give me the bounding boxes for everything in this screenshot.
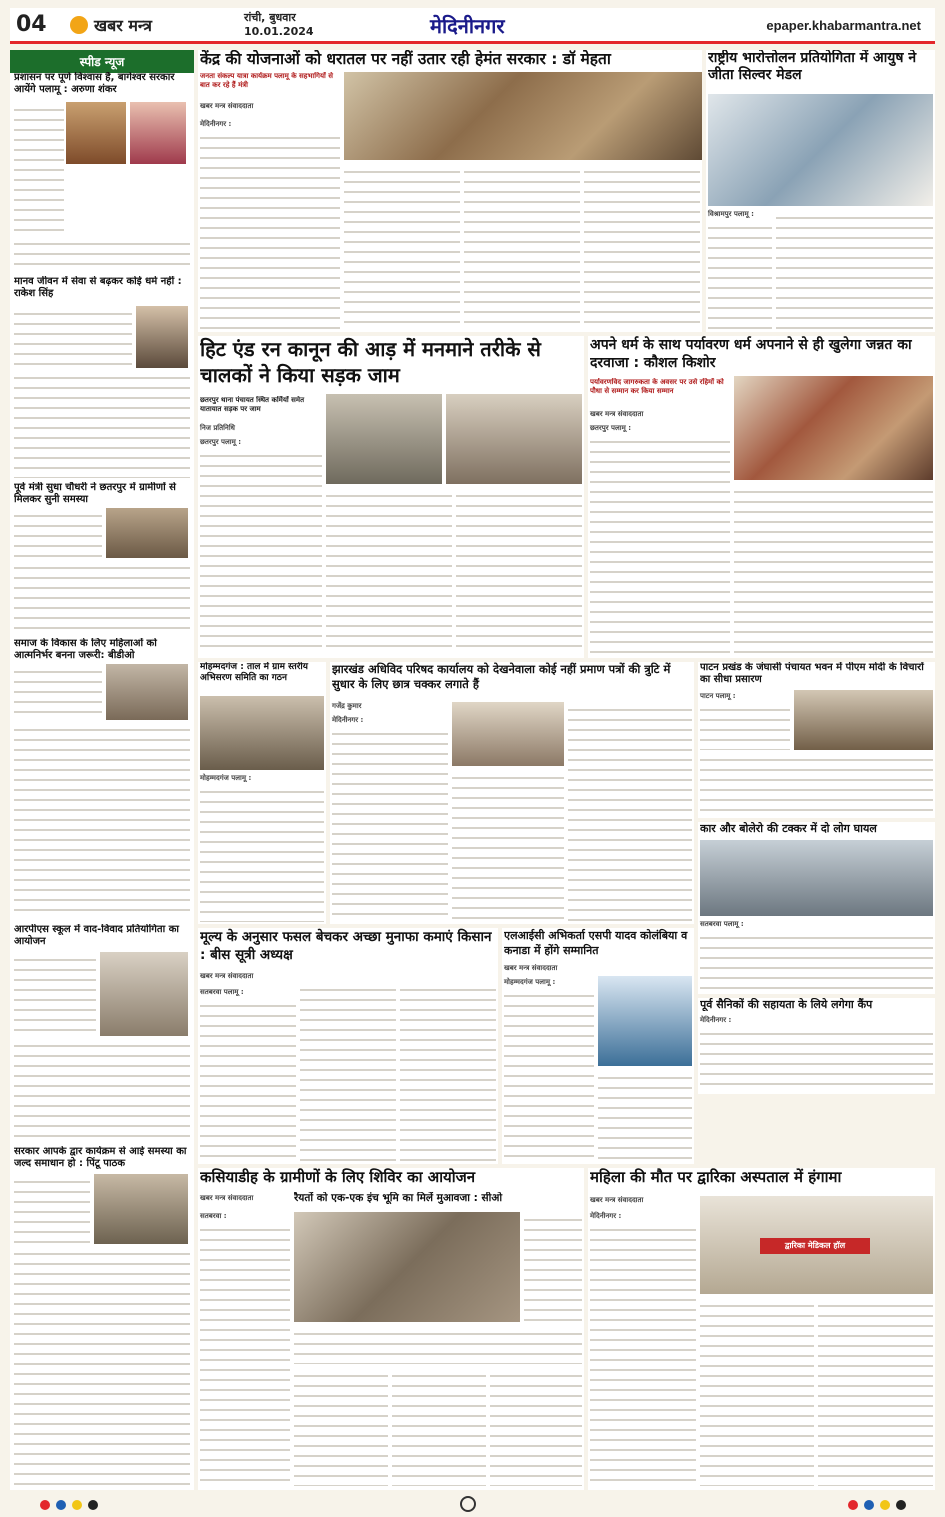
lic-byline: खबर मन्त्र संवाददाता (504, 964, 558, 972)
council-story (330, 662, 694, 924)
story-text (332, 726, 448, 922)
soldiers-dateline: मेदिनीनगर : (700, 1016, 732, 1024)
story-text (14, 102, 64, 234)
story-text (200, 448, 322, 654)
council-byline: गजेंद्र कुमार (332, 702, 362, 710)
registration-mark (72, 1500, 82, 1510)
story-headline: प्रशासन पर पूर्ण विश्वास है, बागेश्वर सरकार आयेंगे पलामू : अरुणा शंकर (14, 72, 175, 95)
epaper-link[interactable]: epaper.khabarmantra.net (766, 18, 921, 33)
registration-mark (88, 1500, 98, 1510)
registration-mark (56, 1500, 66, 1510)
story-text (392, 1368, 486, 1486)
story-text (700, 752, 933, 816)
hospital-photo (700, 1196, 933, 1294)
council-dateline: मेदिनीनगर : (332, 716, 364, 724)
news-photo (136, 306, 188, 368)
story-text (700, 930, 933, 992)
crop-price-dateline: सतबरवा पलामू : (200, 988, 244, 996)
issue-date: 10.01.2024 (244, 25, 314, 38)
weightlifting-story (706, 50, 935, 332)
kasiyadih-subhead: रैयतों को एक-एक इंच भूमि का मिलें मुआवजा : सीओ (294, 1192, 503, 1204)
page-header (10, 8, 935, 44)
kaushal-dateline: छतरपुर पलामू : (590, 424, 631, 432)
lead-dateline: मेदिनीनगर : (200, 120, 232, 128)
gram-sabha-headline: मोहम्मदगंज : ताल में ग्राम स्तरीय अभिसरण समिति का गठन (200, 662, 308, 683)
story-text (14, 1038, 190, 1140)
registration-mark (864, 1500, 874, 1510)
story-text (464, 164, 580, 330)
story-text (504, 988, 594, 1162)
story-text (294, 1326, 582, 1364)
story-text (734, 484, 933, 654)
story-text (568, 702, 692, 922)
lead-photo (344, 72, 702, 160)
story-text (700, 1298, 814, 1486)
news-photo (94, 1174, 188, 1244)
story-text (14, 560, 190, 632)
edition-name: मेदिनीनगर (430, 14, 505, 38)
hospital-byline: खबर मन्त्र संवाददाता (590, 1196, 644, 1204)
news-photo (106, 664, 188, 720)
story-text (200, 130, 340, 330)
story-text (708, 220, 772, 330)
lead-story (198, 50, 702, 332)
pm-modi-headline: पाटन प्रखंड के जंघासी पंचायत भवन में पीएम मोदी के विचारों का सीधा प्रसारण (700, 662, 924, 685)
accident-dateline: सतबरवा पलामू : (700, 920, 744, 928)
news-photo (106, 508, 188, 558)
hospital-dateline: मेदिनीनगर : (590, 1212, 622, 1220)
story-text (300, 982, 396, 1162)
story-text (490, 1368, 582, 1486)
hospital-sign: द्वारिका मेडिकल हॉल (760, 1238, 870, 1254)
story-text (700, 702, 790, 750)
story-text (14, 1174, 90, 1244)
registration-mark (896, 1500, 906, 1510)
story-text (400, 982, 496, 1162)
story-text (452, 770, 564, 922)
news-photo (200, 696, 324, 770)
kaushal-byline: खबर मन्त्र संवाददाता (590, 410, 644, 418)
hit-and-run-caption: छतरपुर थाना पंचायत स्थित कर्मियों समेत यातायात सड़क पर जाम (200, 396, 305, 413)
brand-name: खबर मन्त्र (94, 16, 152, 35)
news-photo (326, 394, 442, 484)
news-photo (294, 1212, 520, 1322)
lic-dateline: मोहम्मदगंज पलामू : (504, 978, 556, 986)
story-text (700, 1026, 933, 1092)
crop-price-headline: मूल्य के अनुसार फसल बेचकर अच्छा मुनाफा कमाएं किसान : बीस सूत्री अध्यक्ष (200, 929, 492, 963)
accident-story (698, 822, 935, 994)
kasiyadih-byline: खबर मन्त्र संवाददाता (200, 1194, 254, 1202)
profile-photo (598, 976, 692, 1066)
news-photo (452, 702, 564, 766)
hit-and-run-headline: हिट एंड रन कानून की आड़ में मनमाने तरीके से चालकों ने किया सड़क जाम (200, 337, 541, 387)
lic-story (502, 928, 694, 1164)
city-day: रांची, बुधवार (244, 11, 296, 24)
hit-and-run-story (198, 336, 584, 658)
kaushal-story (588, 336, 935, 658)
soldiers-story (698, 998, 935, 1094)
hospital-headline: महिला की मौत पर द्वारिका अस्पताल में हंगामा (590, 1168, 842, 1186)
registration-mark (40, 1500, 50, 1510)
gram-sabha-story (198, 662, 326, 924)
kasiyadih-dateline: सतबरवा : (200, 1212, 227, 1220)
gram-sabha-dateline: मोहम्मदगंज पलामू : (200, 774, 252, 782)
council-headline: झारखंड अधिविद परिषद कार्यालय को देखनेवाला कोई नहीं प्रमाण पत्रों की त्रुटि में सुधार के लिए छात्र चक्कर लगाते हैं (332, 662, 671, 691)
story-text (14, 508, 102, 558)
lead-headline: केंद्र की योजनाओं को धरातल पर नहीं उतार रही हेमंत सरकार : डॉ मेहता (200, 50, 611, 68)
story-text (294, 1368, 388, 1486)
pm-modi-story (698, 662, 935, 818)
story-text (776, 210, 933, 330)
lic-headline: एलआईसी अभिकर्ता एसपी यादव कोलंबिया व कनाडा में होंगे सम्मानित (504, 929, 688, 957)
speed-news-column (10, 50, 194, 1490)
news-photo (734, 376, 933, 480)
story-text (326, 488, 452, 654)
registration-mark (848, 1500, 858, 1510)
story-headline: पूर्व मंत्री सुधा चौधरी ने छतरपुर में ग्रामीणों से मिलकर सुनी समस्या (14, 482, 176, 505)
story-headline: समाज के विकास के लिए महिलाओं को आत्मनिर्भर बनना जरूरी: बीडीओ (14, 638, 157, 661)
story-text (200, 784, 324, 922)
kasiyadih-headline: कसियाडीह के ग्रामीणों के लिए शिविर का आयोजन (200, 1168, 476, 1186)
weightlifting-headline: राष्ट्रीय भारोत्तोलन प्रतियोगिता में आयुष ने जीता सिल्वर मेडल (708, 50, 917, 83)
brand-logo-icon (70, 16, 88, 34)
news-photo (130, 102, 186, 164)
story-text (590, 434, 730, 654)
kasiyadih-story (198, 1168, 584, 1490)
story-text (456, 488, 582, 654)
soldiers-headline: पूर्व सैनिकों की सहायता के लिये लगेगा कैंप (700, 998, 873, 1011)
registration-mark (880, 1500, 890, 1510)
story-text (344, 164, 460, 330)
story-text (14, 722, 190, 918)
news-photo (794, 690, 933, 750)
kaushal-headline: अपने धर्म के साथ पर्यावरण धर्म अपनाने से ही खुलेगा जन्नत का दरवाजा : कौशल किशोर (590, 337, 912, 371)
story-text (584, 164, 700, 330)
crop-price-byline: खबर मन्त्र संवाददाता (200, 972, 254, 980)
story-text (14, 370, 190, 478)
news-photo (66, 102, 126, 164)
weightlifting-photo (708, 94, 933, 206)
story-text (818, 1298, 933, 1486)
story-text (14, 664, 102, 720)
story-headline: आरपीएस स्कूल में वाद-विवाद प्रतियोगिता का आयोजन (14, 924, 179, 947)
kaushal-caption: पर्यावरणविद जागरुकता के अवसर पर उसे रहिमों को पौधा से सम्मान कर किया सम्मान (590, 378, 724, 395)
news-photo (700, 840, 933, 916)
story-text (14, 1246, 190, 1486)
story-text (14, 236, 190, 270)
speed-news-tab: स्पीड न्यूज (10, 50, 194, 73)
story-headline: सरकार आपके द्वार कार्यक्रम से आई समस्या का जल्द समाधान हो : पिंटू पाठक (14, 1146, 187, 1169)
hospital-story (588, 1168, 935, 1490)
story-text (598, 1070, 692, 1162)
story-text (524, 1212, 582, 1322)
crosshair-icon (460, 1496, 476, 1512)
weightlifting-dateline: विश्रामपुर पलामू : (708, 210, 754, 218)
lead-byline: खबर मन्त्र संवाददाता (200, 102, 254, 110)
story-text (590, 1222, 696, 1486)
story-text (14, 952, 96, 1036)
accident-headline: कार और बोलेरो की टक्कर में दो लोग घायल (700, 822, 877, 835)
story-text (14, 306, 132, 368)
hit-and-run-byline: निज प्रतिनिधि (200, 424, 235, 432)
lead-caption: जनता संकल्प यात्रा कार्यक्रम पलामू के सहभागियों से बात कर रहे हैं मंत्री (200, 72, 334, 89)
page-number: 04 (16, 12, 47, 37)
hit-and-run-dateline: छतरपुर पलामू : (200, 438, 241, 446)
story-text (200, 998, 296, 1162)
story-headline: मानव जीवन में सेवा से बढ़कर कोई धर्म नहीं : राकेश सिंह (14, 276, 182, 299)
news-photo (100, 952, 188, 1036)
crop-price-story (198, 928, 498, 1164)
news-photo (446, 394, 582, 484)
dateline (244, 11, 314, 39)
pm-modi-dateline: पाटन पलामू : (700, 692, 736, 700)
story-text (200, 1222, 290, 1486)
